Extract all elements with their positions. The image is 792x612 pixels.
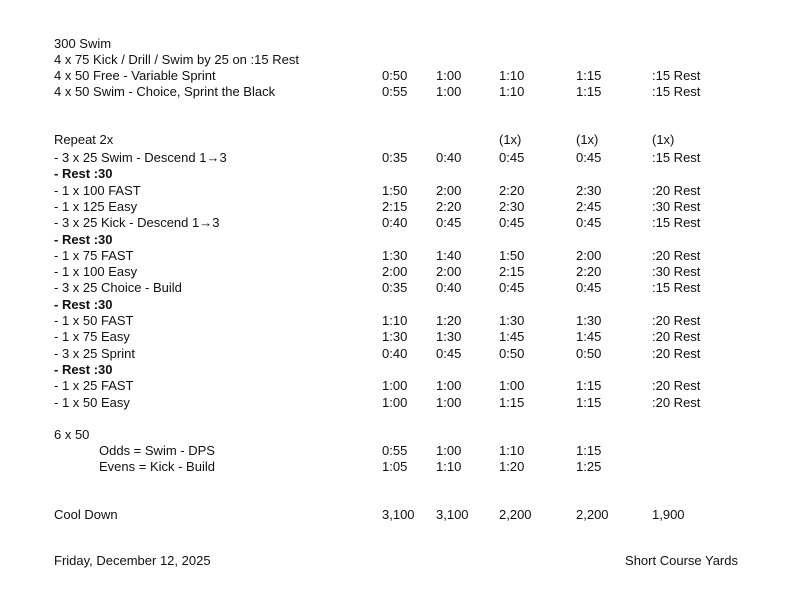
- main-set-row: [0, 313, 792, 329]
- set-label: - 1 x 100 FAST: [54, 182, 141, 198]
- rest-value: :30 Rest: [652, 198, 701, 214]
- set-label: - 1 x 75 FAST: [54, 247, 134, 263]
- interval-4: 0:45: [576, 150, 602, 165]
- warmup-line-2: 4 x 75 Kick / Drill / Swim by 25 on :15 Rest: [54, 52, 299, 67]
- cooldown-label: Cool Down: [54, 507, 118, 522]
- interval-4: 1:15: [576, 443, 602, 458]
- kick-set-row: [0, 459, 792, 475]
- interval-4: 0:50: [576, 345, 602, 361]
- interval-1: 1:05: [382, 459, 408, 474]
- interval-2: 1:20: [436, 313, 462, 328]
- interval-3: 1:10: [499, 68, 525, 83]
- kick-set-row: [0, 443, 792, 459]
- interval-2: 1:00: [436, 378, 462, 394]
- interval-2: 0:40: [436, 280, 462, 296]
- rest-label: - Rest :30: [54, 231, 113, 247]
- main-set-row: [0, 378, 792, 394]
- interval-1: 2:15: [382, 198, 408, 214]
- interval-3: 0:45: [499, 280, 525, 296]
- interval-4: 1:15: [576, 68, 602, 83]
- set-label: - 3 x 25 Sprint: [54, 345, 135, 361]
- repeat-note-4: (1x): [576, 132, 599, 147]
- interval-3: 2:30: [499, 198, 525, 214]
- rest-label: - Rest :30: [54, 361, 113, 377]
- main-set-row: [0, 280, 792, 296]
- rest-label: - Rest :30: [54, 296, 113, 312]
- rest-label: - Rest :30: [54, 166, 113, 182]
- rest-value: :15 Rest: [652, 84, 701, 99]
- interval-2: 2:00: [436, 264, 462, 280]
- total-2: 3,100: [436, 507, 469, 522]
- total-5: 1,900: [652, 507, 685, 522]
- interval-2: 1:30: [436, 329, 462, 345]
- interval-3: 1:15: [499, 394, 525, 410]
- interval-1: 1:10: [382, 313, 408, 328]
- rest-value: :20 Rest: [652, 378, 701, 394]
- interval-2: 1:00: [436, 68, 462, 83]
- set-label: - 1 x 25 FAST: [54, 378, 134, 394]
- interval-3: 1:10: [499, 443, 525, 458]
- set-label: - 3 x 25 Kick - Descend 1→3: [54, 215, 220, 231]
- interval-3: 1:30: [499, 313, 525, 328]
- set-label: Odds = Swim - DPS: [99, 443, 215, 458]
- repeat-label: Repeat 2x: [54, 132, 114, 147]
- main-set-row: [0, 395, 792, 411]
- set-label: - 1 x 50 Easy: [54, 394, 130, 410]
- sprint-set-row: [0, 68, 792, 84]
- interval-2: 0:45: [436, 345, 462, 361]
- set-label: - 3 x 25 Choice - Build: [54, 280, 182, 296]
- interval-2: 0:45: [436, 215, 462, 231]
- interval-2: 1:00: [436, 84, 462, 99]
- interval-4: 1:45: [576, 329, 602, 345]
- main-set-row: [0, 183, 792, 199]
- kick-set-title: 6 x 50: [54, 427, 90, 442]
- set-label: - 1 x 50 FAST: [54, 313, 134, 328]
- interval-1: 0:55: [382, 443, 408, 458]
- set-label: 4 x 50 Free - Variable Sprint: [54, 68, 216, 83]
- rest-value: :15 Rest: [652, 68, 701, 83]
- rest-value: :20 Rest: [652, 182, 701, 198]
- main-set-row: [0, 329, 792, 345]
- repeat-note-5: (1x): [652, 132, 675, 147]
- interval-4: 0:45: [576, 280, 602, 296]
- interval-1: 0:50: [382, 68, 408, 83]
- total-1: 3,100: [382, 507, 415, 522]
- interval-1: 0:35: [382, 150, 408, 165]
- interval-1: 1:00: [382, 378, 408, 394]
- rest-value: :20 Rest: [652, 313, 701, 328]
- main-set-row: [0, 248, 792, 264]
- sprint-set-row: [0, 84, 792, 100]
- page-footer: [0, 553, 792, 569]
- interval-2: 1:10: [436, 459, 462, 474]
- interval-3: 1:20: [499, 459, 525, 474]
- interval-3: 1:00: [499, 378, 525, 394]
- set-label: - 1 x 75 Easy: [54, 329, 130, 345]
- rest-value: :20 Rest: [652, 247, 701, 263]
- interval-3: 0:50: [499, 345, 525, 361]
- rest-row: [0, 297, 792, 313]
- main-set-row: [0, 346, 792, 362]
- total-3: 2,200: [499, 507, 532, 522]
- rest-value: :15 Rest: [652, 280, 701, 296]
- rest-value: :20 Rest: [652, 329, 701, 345]
- rest-value: :20 Rest: [652, 345, 701, 361]
- footer-course: Short Course Yards: [625, 553, 738, 568]
- interval-3: 0:45: [499, 150, 525, 165]
- cooldown-row: [0, 507, 792, 523]
- interval-4: 2:30: [576, 182, 602, 198]
- rest-row: [0, 232, 792, 248]
- interval-4: 1:30: [576, 313, 602, 328]
- set-label: - 3 x 25 Swim - Descend 1→3: [54, 150, 227, 165]
- interval-4: 1:15: [576, 84, 602, 99]
- interval-1: 0:40: [382, 215, 408, 231]
- interval-3: 1:45: [499, 329, 525, 345]
- interval-4: 2:00: [576, 247, 602, 263]
- interval-4: 2:45: [576, 198, 602, 214]
- interval-3: 2:20: [499, 182, 525, 198]
- rest-value: :30 Rest: [652, 264, 701, 280]
- interval-2: 1:00: [436, 443, 462, 458]
- interval-2: 2:00: [436, 182, 462, 198]
- interval-2: 2:20: [436, 198, 462, 214]
- interval-3: 0:45: [499, 215, 525, 231]
- interval-1: 0:35: [382, 280, 408, 296]
- rest-row: [0, 362, 792, 378]
- interval-3: 1:10: [499, 84, 525, 99]
- interval-2: 1:00: [436, 394, 462, 410]
- main-set-row: [0, 199, 792, 215]
- repeat-note-3: (1x): [499, 132, 522, 147]
- interval-1: 0:55: [382, 84, 408, 99]
- interval-4: 1:15: [576, 378, 602, 394]
- main-set-header: [0, 132, 792, 148]
- interval-1: 0:40: [382, 345, 408, 361]
- rest-row: [0, 166, 792, 182]
- main-set-row: [0, 264, 792, 280]
- interval-2: 0:40: [436, 150, 462, 165]
- interval-1: 1:30: [382, 329, 408, 345]
- total-4: 2,200: [576, 507, 609, 522]
- interval-3: 2:15: [499, 264, 525, 280]
- interval-2: 1:40: [436, 247, 462, 263]
- set-label: 4 x 50 Swim - Choice, Sprint the Black: [54, 84, 276, 99]
- set-label: - 1 x 100 Easy: [54, 264, 138, 280]
- footer-date: Friday, December 12, 2025: [54, 553, 211, 568]
- set-label: - 1 x 125 Easy: [54, 198, 138, 214]
- interval-1: 1:00: [382, 394, 408, 410]
- interval-3: 1:50: [499, 247, 525, 263]
- main-set-row: [0, 150, 792, 166]
- interval-1: 2:00: [382, 264, 408, 280]
- interval-1: 1:30: [382, 247, 408, 263]
- warmup-line-1: 300 Swim: [54, 36, 112, 51]
- rest-value: :15 Rest: [652, 215, 701, 231]
- set-label: Evens = Kick - Build: [99, 459, 215, 474]
- interval-1: 1:50: [382, 182, 408, 198]
- interval-4: 1:25: [576, 459, 602, 474]
- main-set-row: [0, 215, 792, 231]
- interval-4: 1:15: [576, 394, 602, 410]
- rest-value: :20 Rest: [652, 394, 701, 410]
- interval-4: 0:45: [576, 215, 602, 231]
- interval-4: 2:20: [576, 264, 602, 280]
- rest-value: :15 Rest: [652, 150, 701, 165]
